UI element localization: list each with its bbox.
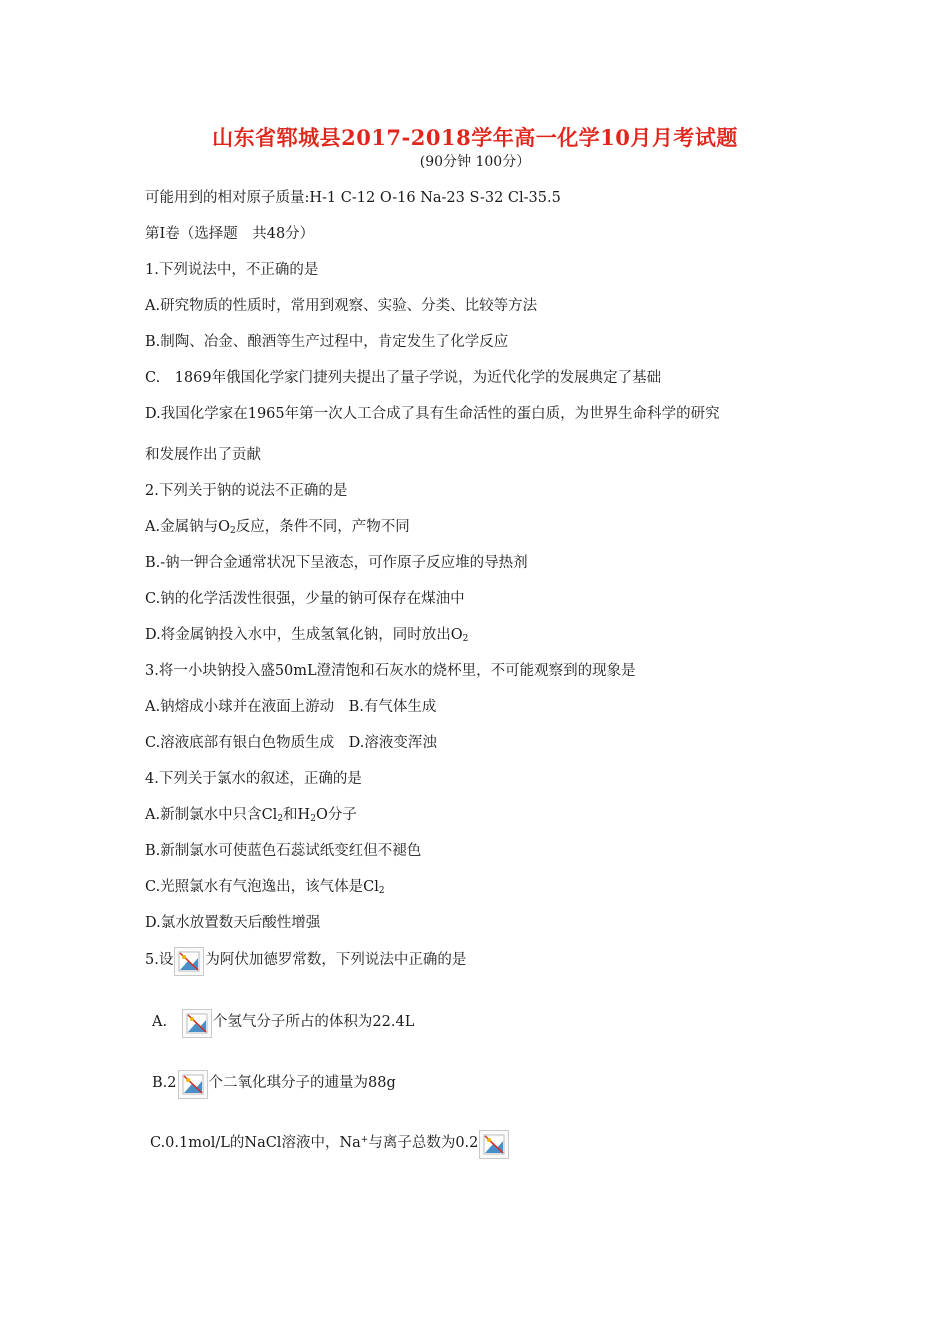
q4-c-sub: 2	[378, 886, 385, 896]
broken-image-icon	[479, 1130, 509, 1159]
q5-b-pre: B.2	[152, 1075, 177, 1091]
q2-option-c: C.钠的化学活泼性很强，少量的钠可保存在煤油中	[145, 591, 465, 607]
q4-option-c	[145, 875, 385, 896]
q5-a-pre: A.	[152, 1014, 168, 1030]
q2-option-d	[145, 623, 468, 644]
q2-d-pre: D.将金属钠投入水中，生成氢氧化钠，同时放出O	[145, 627, 463, 643]
atomic-masses: 可能用到的相对原子质量:H-1 C-12 O-16 Na-23 S-32 Cl-35.5	[145, 190, 561, 206]
q5-option-c	[150, 1130, 510, 1159]
q1-option-d-cont: 和发展作出了贡献	[145, 447, 261, 463]
q3-stem: 3.将一小块钠投入盛50mL澄清饱和石灰水的烧杯里，不可能观察到的现象是	[145, 663, 636, 679]
broken-image-icon	[178, 1070, 208, 1099]
q2-stem: 2.下列关于钠的说法不正确的是	[145, 483, 348, 499]
q5-stem	[145, 947, 466, 976]
q2-a-pre: A.金属钠与O	[145, 519, 230, 535]
q1-option-d: D.我国化学家在1965年第一次人工合成了具有生命活性的蛋白质，为世界生命科学的研究	[145, 406, 720, 422]
q5-option-b	[152, 1070, 396, 1099]
q1-option-a: A.研究物质的性质时，常用到观察、实验、分类、比较等方法	[145, 298, 538, 314]
q1-option-b: B.制陶、冶金、酿酒等生产过程中，肯定发生了化学反应	[145, 334, 509, 350]
q4-a-sub1: 2	[277, 814, 284, 824]
q5-c-pre: C.0.1mol/L的NaCl溶液中，Na	[150, 1135, 361, 1151]
q4-option-a	[145, 803, 357, 824]
q2-option-b: B.-钠一钾合金通常状况下呈液态，可作原子反应堆的导热剂	[145, 555, 528, 571]
q4-stem: 4.下列关于氯水的叙述，正确的是	[145, 771, 362, 787]
q1-option-c: C. 1869年俄国化学家门捷列夫提出了量子学说，为近代化学的发展典定了基础	[145, 370, 662, 386]
q2-option-a	[145, 515, 410, 536]
q4-a-sub2: 2	[310, 814, 316, 824]
q4-a-mid: 和H	[283, 807, 311, 823]
broken-image-icon	[182, 1009, 212, 1038]
broken-image-icon	[174, 947, 204, 976]
q5-option-a	[152, 1009, 414, 1038]
q2-a-sub: 2	[229, 526, 236, 536]
q2-a-post: 反应，条件不同，产物不同	[235, 519, 410, 535]
q5-b-post: 个二氧化琪分子的逋量为88g	[208, 1075, 396, 1091]
q4-a-pre: A.新制氯水中只含Cl	[145, 807, 278, 823]
q2-d-sub: 2	[462, 634, 469, 644]
q5-stem-pre: 5.设	[145, 952, 174, 968]
q3-options-cd: C.溶液底部有银白色物质生成 D.溶液变浑浊	[145, 735, 437, 751]
q3-options-ab: A.钠熔成小球并在液面上游动 B.有气体生成	[145, 699, 437, 715]
q5-a-post: 个氢气分子所占的体积为22.4L	[212, 1014, 415, 1030]
q4-option-d: D.氯水放置数天后酸性增强	[145, 915, 321, 931]
q4-option-b: B.新制氯水可使蓝色石蕊试纸变红但不褪色	[145, 843, 422, 859]
q4-c-pre: C.光照氯水有气泡逸出，该气体是Cl	[145, 879, 379, 895]
q4-a-post: O分子	[315, 807, 357, 823]
q5-stem-post: 为阿伏加德罗常数，下列说法中正确的是	[205, 952, 467, 968]
q1-stem: 1.下列说法中，不正确的是	[145, 262, 319, 278]
exam-title: 山东省郓城县2017-2018学年高一化学10月月考试题	[212, 125, 738, 150]
exam-subtitle: (90分钟 100分）	[419, 154, 531, 170]
q5-c-sup: +	[360, 1135, 369, 1145]
section-heading: 第Ⅰ卷（选择题 共48分）	[145, 226, 315, 242]
q5-c-post: 与离子总数为0.2	[368, 1135, 479, 1151]
